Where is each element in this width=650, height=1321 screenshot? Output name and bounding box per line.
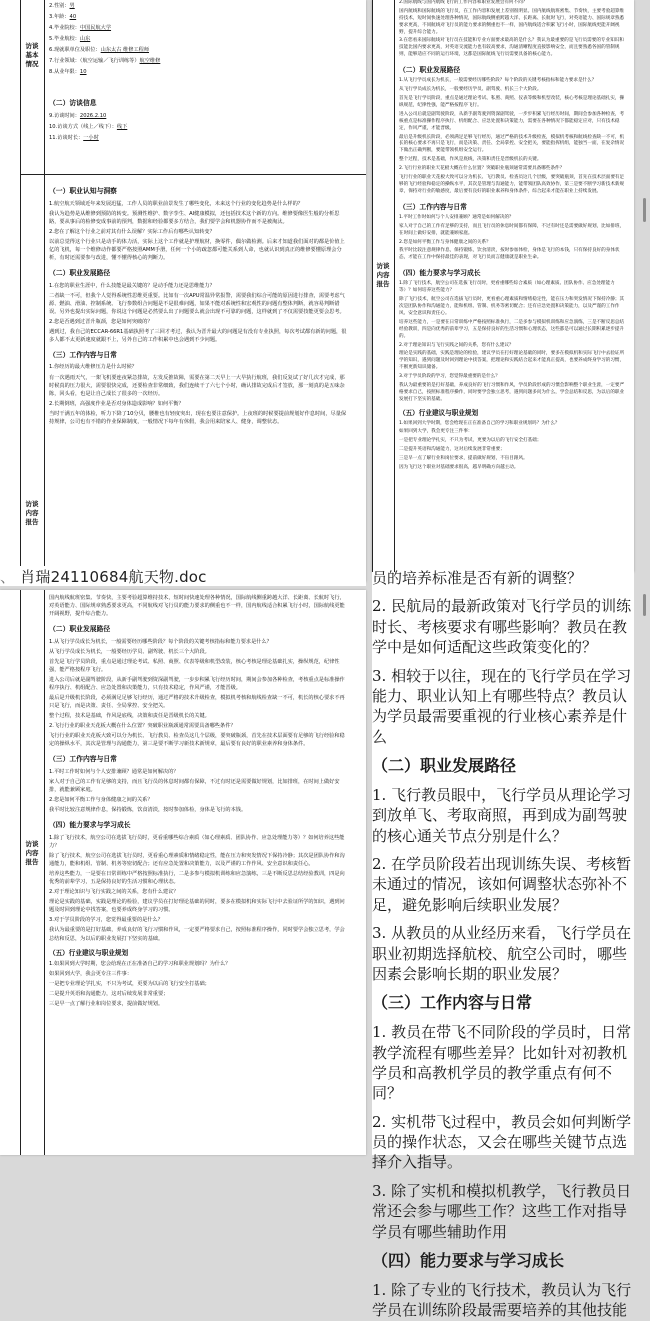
interview-content-1 xyxy=(49,180,349,428)
paragraph: 家人对于自己的工作有足够的支持，而且飞行员的休息时间都有保障，不过有时还是需要做好规划，比如排班，在时间上做好安排，就能兼顾家庭。 xyxy=(399,223,625,236)
paragraph: 2.您是如何平衡工作与身体健康之间的关系？ xyxy=(49,797,153,804)
question-item: 2. 在学员阶段若出现训练失误、考核暂未通过的情况，该如何调整状态弥补不足，避免影响后续职业发展？ xyxy=(372,855,632,914)
paragraph: 二是提升英语和沟通能力，这对后续发展非常重要； xyxy=(49,991,169,997)
section-ability-title: （四）能力要求与学习成长 xyxy=(49,821,131,830)
paragraph: 2.您是如何平衡工作与身体健康之间的关系？ xyxy=(399,239,491,245)
paragraph: 我平时比较注意规律作息，保持锻炼，饮食清淡，按时参加体检，身体是飞行的本钱，只有保持良好的身体状态，才能在工作中保持最佳的表现，对飞行员而言健康就是职业生命。 xyxy=(399,248,620,261)
paragraph: 因为飞行这个职业对基础要求很高，越早明确方向越主动。 xyxy=(399,464,519,470)
field-flight-school: 5.毕业航校：山东 xyxy=(49,36,91,43)
paragraph: 1.你经历的最大维修压力是什么时候？ xyxy=(49,364,137,371)
paragraph: 除了飞行技术，航空公司在选拔飞行员时，更看重心理素质和情绪稳定性，能在压力和突发情况下保持冷静；其次是团队协作和沟通能力，能和机组、管制、机务等密切配合；还有应急处置和决策能力，以及严谨的工作作风、安全意识和责任心。 xyxy=(399,297,625,316)
paragraph: 我认为趋势是从维修到预防的转变。预测性维护、数字孪生、AI健康模拟，还包括技术这个新的方向。维修要像医生般的分析思路，要从事后的检修变成事前的预判，数据和经验都要多方结合，我们要学会和机器协作而不是被淘汰。 xyxy=(49,210,340,225)
scrollbar-thumb[interactable] xyxy=(643,198,646,222)
question-item: 3. 相较于以往，现在的飞行学员在学习能力、职业认知上有哪些特点？教员认为学员最需要重视的行业核心素养是什么 xyxy=(372,666,632,746)
paragraph: 以前总觉得这个行业只是动手的体力活，实际上这个工作就是护理航材，换零件，偶尔做检测。后来才知道我们面对的都是价值上亿的飞机，每一个维修动作都要严格按照AMM手册，任何一个小的疏忽都可能关系到人命，也就认识到真正的维修要懂原理会分析，有时还需要参与改进，懂不懂得核心的判断力。 xyxy=(49,238,345,261)
paragraph: 我认为最重要的是打好基础，养成良好的飞行习惯和作风，学员阶段形成的习惯会影响整个职业生涯，一定要严格要求自己，按照标准程序操作，同时要学会独立思考，遇到问题多问为什么，学会总结和反思，为以后的职业发展打下坚实的基础。 xyxy=(399,382,625,402)
field-industry: 7.行业领域：（航空运输／飞行训练等）航空维修 xyxy=(49,58,161,65)
paragraph: 2.飞行行业的职业天花板大概在什么位置？突破职业瓶颈通常需要具备哪些条件？ xyxy=(49,723,236,730)
paragraph: 培养这些能力，一是要在日常训练中严格按照标准执行，二是多参与模拟机训练和应急演练，三是不断反思总结经验教训，四是向优秀的前辈学习，五是保持良好的生活习惯和心理状态。 xyxy=(49,871,345,886)
section-ability-title: （四）能力要求与学习成长 xyxy=(399,269,481,278)
section-work-title: （三）工作内容与日常 xyxy=(372,993,533,1013)
paragraph: 2.国际航线与国内航线飞行的工作内容和职业发展会有何不同？ xyxy=(399,0,528,5)
paragraph: 飞行行业的职业天花板大致可以分为机长、飞行教员、检查员这几个层级，要突破瓶颈，首先在技术层面要有足够的飞行经验和稳定的操纵水平，其次是管理与沟通能力，能带领团队高效协作，第三是要不断学习新技术新规章，保持对行业的敏感度，最后要有良好的职业素养和身体条件，综合起来才能在职业上持续发展。 xyxy=(399,175,625,194)
scrollbar-thumb[interactable] xyxy=(643,594,646,616)
paragraph: 遇到过，我自己的ECCAR-66R1基础执照考了三回才考过，我认为晋升最大的问题是有没有专业执照，每次考试都有新的问题，很多人都不太更新速度就跟不上，另外自己的工作积累中也会遇到不少问题。 xyxy=(49,328,347,343)
paragraph: 进入公司后就是副驾驶阶段，从新手副驾驶到资深副驾驶，一步步积累飞行经历时间，期间会参加各种检查，考核重点是标准操作程序执行、机组配合、应急处置和决策能力，需要在各种情况下都能稳定应对，只有技术稳定，作风严谨，才能晋级。 xyxy=(399,111,625,131)
paragraph: 2.对于理论知识与飞行实践之间的关系，您有什么建议？ xyxy=(399,342,514,348)
question-item: 1. 除了专业的飞行技术，教员认为飞行学员在训练阶段最需要培养的其他技能 xyxy=(372,1280,632,1320)
section-advice-title: （五）行业建议与职业规划 xyxy=(49,948,129,957)
paragraph: 1.除了飞行技术，航空公司在选拔飞行员时，更看重哪些综合素质（如心理素质、团队协作、应急处理能力等）？如何培养这些能力？ xyxy=(399,281,615,294)
paragraph: 1.如果回到大学时期，您会给现在正在准备自己的学习和职业规划吗？为什么？ xyxy=(49,960,231,967)
paragraph: 如果回到大学，我会更专注三件事： xyxy=(399,429,473,435)
paragraph: 3.在您看来国际航线对飞行员在技能和专业方面要求最高的是什么？我认为最重要的是飞行员需要的专业知识和技能比国内要求更高，对英语交流能力也有较高要求，沟通清晰程度直接影响安全，而且要熟悉各国的管制规则，能够适应不同的运行环境，这都是国际航线飞行员需要具备的核心能力。 xyxy=(399,38,624,58)
paragraph: 我认为最重要的是打好基础，养成良好的飞行习惯和作风，一定要严格要求自己，按照标准程序操作，同时要学会独立思考，学会总结和反思，为以后的职业发展打下坚实的基础。 xyxy=(49,927,345,942)
paragraph: 家人对于自己的工作有足够的支持，而且飞行员的休息时间都有保障，不过有时还是需要做好规划，比如排班，在时间上做好安排，就能兼顾家庭。 xyxy=(49,779,340,794)
paragraph: 1.除了飞行技术，航空公司在选拔飞行员时，更看重哪些综合素质（如心理素质、团队协作、应急处理能力等）？如何培养这些能力？ xyxy=(49,834,345,849)
section-career-title: （二）职业发展路径 xyxy=(49,268,111,277)
field-years: 8.从业年限：10 xyxy=(49,69,87,76)
content-report-label: 访谈内容报告 xyxy=(376,262,390,288)
file-name-label: 、 肖瑞24110684航天物.doc xyxy=(0,566,366,586)
paragraph: 从飞行学员成长为机长，一般要经历学员、副驾驶、机长三个大阶段。 xyxy=(49,648,210,655)
content-report-label: 访谈内容报告 xyxy=(25,500,39,526)
paragraph: 1.航空航天领域近年来发展迅猛，工作人员的职业前景发生了哪些变化，未来这个行业的变化趋势是什么样的？ xyxy=(49,200,303,207)
paragraph: 1.从飞行学员成长为机长，一般需要经历哪些阶段？每个阶段的关键考核指标和能力要求是什么？ xyxy=(399,78,597,84)
interview-info-title: （二）访谈信息 xyxy=(49,99,97,108)
document-page-1 xyxy=(0,0,366,582)
interview-content-3 xyxy=(49,594,349,1010)
paragraph: 1.如果回到大学时期，您会给现在正在准备自己的学习和职业规划吗？为什么？ xyxy=(399,420,560,426)
paragraph: 最后是升级机长阶段，必须满足足够飞行经历，通过严格的技术升级检查，模拟机考核和航线检查缺一不可，机长的核心要求不再只是飞行，而是决策、责任、全局掌控、安全把关。 xyxy=(49,695,345,710)
content-report-label: 访谈内容报告 xyxy=(25,840,39,866)
section-cognition-title: （一）职业认知与洞察 xyxy=(49,187,117,195)
paragraph: 1.从飞行学员成长为机长，一般需要经历哪些阶段？每个阶段的关键考核指标和能力要求是什么？ xyxy=(49,638,272,645)
paragraph: 首先是飞行学员阶段，重点是通过理论考试、私照、商照、仪表等级和机型改装，核心考核是理论基础扎实，操纵规范，纪律性强，能严格按程序飞行。 xyxy=(399,96,625,108)
basic-info-fields xyxy=(49,0,349,145)
paragraph: 1.在您的职业生涯中，什么技能是最关键的？是动手能力还是思维能力？ xyxy=(49,282,215,289)
basic-info-label: 访谈基本情况 xyxy=(25,42,39,68)
paragraph: 二是提升英语和沟通能力，这对后续发展非常重要； xyxy=(399,447,505,453)
paragraph: 当时干满五年的体检，听力下降了10分贝，腰椎也有轻度突出，现在也要注意保护。上夜班的时候要提前规划好作息时间，尽量保持规律，公司也有不错的作业保障制度，一般情况下每年有休假，我会用来陪家人、健身，调整状态。 xyxy=(49,410,347,425)
question-item: 2. 民航局的最新政策对飞行学员的训练时长、考核要求有哪些影响？教员在教学中是如何适配这些政策变化的？ xyxy=(372,597,632,657)
paragraph: 如果回到大学，我会更专注三件事： xyxy=(49,970,133,977)
paragraph: 培养这些能力，一是要在日常训练中严格按照标准执行，二是多参与模拟机训练和应急演练，三是不断反思总结经验教训，四是向优秀的前辈学习，五是保持良好的生活习惯和心理状态，这些都是可以通过长期积累逐步提升的。 xyxy=(399,319,625,339)
paragraph: 三是早一点了解行业和岗位要求，提前做好规划，不盲目跟风。 xyxy=(399,456,528,462)
paragraph: 进入公司后就是副驾驶阶段，从新手副驾驶到资深副驾驶，一步步积累飞行经历时间，期间会参加各种检查，考核重点是标准操作程序执行、机组配合、应急处置和决策能力，只有技术稳定，作风严谨，才能晋级。 xyxy=(49,676,345,692)
paragraph: 2.您在了解这个行业之前对其有什么误解？实际工作后有哪些认知转变？ xyxy=(49,228,215,235)
section-career-title: （二）职业发展路径 xyxy=(49,625,111,634)
paragraph: 首先是飞行学员阶段，重点是通过理论考试、私照、商照、仪表等级和机型改装，核心考核是理论基础扎实，操纵规范，纪律性强，能严格按程序飞行。 xyxy=(49,658,340,673)
section-career-title: （二）职业发展路径 xyxy=(399,66,461,75)
paragraph: 一是把专业理论学扎实，不只为考试，更要为以后的飞行安全打基础； xyxy=(49,980,210,987)
document-page-2 xyxy=(372,0,634,572)
field-age: 3.年龄：40 xyxy=(49,14,77,21)
section-work-title: （三）工作内容与日常 xyxy=(399,202,467,211)
paragraph: 2.长期倒班，高强度作业是否对身体造成影响？如何平衡？ xyxy=(49,400,184,407)
paragraph: 飞行行业的职业天花板大致可以分为机长、飞行教员、检查员这几个层级，要突破瓶颈，首先在技术层面要有足够的飞行经验和稳定的操纵水平，其次是管理与沟通能力，第三是要不断学习新技术新规章，最后要有良好的职业素养和身体条件。 xyxy=(49,733,345,748)
interview-content-2 xyxy=(399,0,625,474)
paragraph: 最后是升级机长阶段，必须满足足够飞行经历，通过严格的技术升级检查，模拟机考核和航线检查缺一不可，机长的核心要求不再只是飞行，而是决策、责任、全局掌控、安全把关，要能指挥机组，能独当一面，在复杂情况下做出正确判断，要能带领机组安全运行。 xyxy=(399,134,625,154)
field-university: 4.毕业院校：中国民航大学 xyxy=(49,25,112,32)
paragraph: 整个过程，技术是基础，作风是底线，决策和责任是晋级机长的关键。 xyxy=(399,157,542,163)
question-item: 3. 除了实机和模拟机教学，飞行教员日常还会参与哪些工作？这些工作对指导学员有哪些辅助作用 xyxy=(372,1181,632,1241)
question-item: 2. 实机带飞过程中，教员会如何判断学员的操作状态，又会在哪些关键节点选择介入指导。 xyxy=(372,1112,632,1172)
field-interview-mode: 10.访谈方式（线上／线下）：线下 xyxy=(49,124,128,131)
paragraph: 3.对于学员阶段的学习，您觉得最重要的是什么？ xyxy=(399,374,500,380)
paragraph: 1.平时工作时如何与个人安排兼顾？通常是如何解决的？ xyxy=(399,214,514,220)
cut-line: 员的培养标准是否有新的调整？ xyxy=(372,569,583,587)
field-interview-date: 9.访谈时间：2026.2.10 xyxy=(49,112,107,119)
paragraph: 国内航线航班密集、节奏快，主要考验超算维持技术，短时间快速处理各种情况，国际航线侧重跨越大洋、长距离、长航时飞行，对英语能力、国际规章熟悉要求更高，不同航线对飞行员的能力要求的侧重也不一样，国内航线适合积累飞行小时，国际航线更能开阔视野，提升综合能力。 xyxy=(49,595,345,618)
paragraph: 理论是实践的基础，实践是理论的检验，建议学员在打好理论基础的同时，要多在模拟机和实际飞行中去验证所学的知识，遇到问题及时回到理论中找答案，把理论和实践结合起来才能真正提高，也要养成终身学习的习惯，不断更新知识储备。 xyxy=(399,351,625,371)
paragraph: 2.对于理论知识与飞行实践之间的关系，您有什么建议？ xyxy=(49,889,179,896)
paragraph: 整个过程，技术是基础，作风是底线，决策和责任是晋级机长的关键。 xyxy=(49,713,210,720)
paragraph: 除了飞行技术，航空公司在选拔飞行员时，更看重心理素质和情绪稳定性，能在压力和突发情况下保持冷静；其次是团队协作和沟通能力，能和机组、管制、机务等密切配合；还有应急处置和决策能力，以及严谨的工作作风、安全意识和责任心。 xyxy=(49,852,345,868)
paragraph: 国内航线和国际航线的飞行员，在工作内容和发展上差别很明显。国内航线航班密集、节奏快，主要考验超算维持技术，短时间快速处理各种情况，国际航线侧重跨越大洋、长距离、长航时飞行，对英语能力、国际规章熟悉要求更高，不同航线对飞行员的能力要求的侧重也不一样，国内航线适合积累飞行小时，国际航线更能开阔视野，提升综合能力。 xyxy=(399,8,625,35)
paragraph: 1.平时工作时如何与个人安排兼顾？通常是如何解决的？ xyxy=(49,769,179,775)
section-advice-title: （五）行业建议与职业规划 xyxy=(399,408,479,417)
paragraph: 从飞行学员成长为机长，一般要经历学员、副驾驶、机长三个大阶段。 xyxy=(399,87,542,93)
paragraph: 2.飞行行业的职业天花板大概在什么位置？突破职业瓶颈通常需要具备哪些条件？ xyxy=(399,166,565,172)
paragraph: 2.您是否遇到过晋升瓶颈，您是如何突破的？ xyxy=(49,318,153,325)
paragraph: 有一次遇雨天气，一架飞机要连夜紧急排故，左发反推故障，需要在第二天早上一大早执行航班，我们反复试了好几次才完成，那时候真的压力很大，需要很快完成，还要检查非常细致，我们连续干了六七个小时，确认排故完成后才签放，那一刻真的是五味杂陈，回头看，也是让自己成长了很多的一次经历。 xyxy=(49,374,345,397)
paragraph: 我平时比较注意规律作息，保持锻炼，饮食清淡，按时参加体检，身体是飞行的本钱。 xyxy=(49,807,247,814)
paragraph: 三是早一点了解行业和岗位要求，提前做好规划。 xyxy=(49,1001,164,1008)
section-work-title: （三）工作内容与日常 xyxy=(49,350,117,359)
field-employer: 6.现就职单位及职位：山东太古 维修工程师 xyxy=(49,47,149,54)
question-item: 1. 教员在带飞不同阶段的学员时，日常教学流程有哪些差异？比如针对初教机学员和高教机学员的教学重点有何不同？ xyxy=(372,1023,632,1103)
section-ability-title: （四）能力要求与学习成长 xyxy=(372,1251,565,1271)
field-interview-duration: 11.访谈时长：一小时 xyxy=(49,135,99,142)
zoomed-question-list xyxy=(372,569,634,1320)
paragraph: 3.对于学员阶段的学习，您觉得最重要的是什么？ xyxy=(49,917,163,924)
question-item: 1. 飞行教员眼中，飞行学员从理论学习到放单飞、考取商照，再到成为副驾驶的核心通关节点分别是什么？ xyxy=(372,785,632,845)
section-work-title: （三）工作内容与日常 xyxy=(49,755,117,764)
paragraph: 理论是实践的基础，实践是理论的检验，建议学员在打好理论基础的同时，要多在模拟机和实际飞行中去验证所学的知识，遇到问题及时回到理论中找答案，也要养成终身学习的习惯。 xyxy=(49,899,345,914)
section-career-title: （二）职业发展路径 xyxy=(372,756,517,776)
field-gender: 2.性别：男 xyxy=(49,3,75,9)
question-item: 3. 从教员的从业经历来看，飞行学员在职业初期选择航校、航空公司时，哪些因素会影响长期的职业发展？ xyxy=(372,924,632,983)
paragraph: 一是把专业理论学扎实，不只为考试，更要为以后的飞行安全打基础； xyxy=(399,438,542,444)
paragraph: 二者缺一不可，但我个人觉得系统性思维更重要。比如有一次APU常温异常报警，需要我们综合可能的原因进行排查，需要考虑气源、燃油、滑油、控制系统、飞行参数组合问题是不是很难问题，如果不能对系统性和宏观性的问题有整体判断，就容易判断错误。另外也提出实际问题，你说这个问题是必然要么出了问题要么就会出现不可靠的问题，这样就到了不仅需要技能更要会思考。 xyxy=(49,292,345,315)
document-page-3 xyxy=(0,590,366,1155)
